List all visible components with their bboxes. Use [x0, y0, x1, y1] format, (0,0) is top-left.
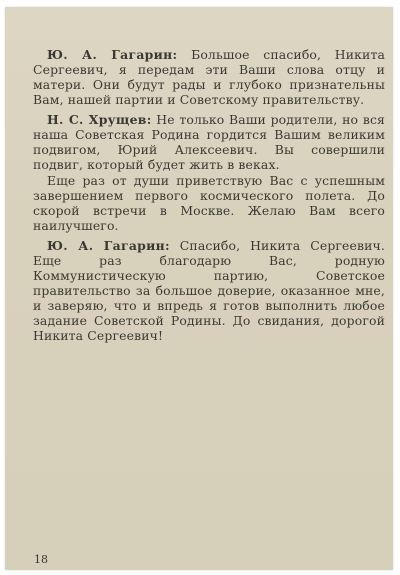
speech-text: Большое спасибо, Никита Сергеевич, я передам эти Ваши слова отцу и матери. Они будут рады и глубоко признательны Вам, нашей партии и Советскому правительству. [33, 47, 386, 107]
dialogue-text [33, 47, 385, 348]
dialogue-paragraph-2 [33, 112, 385, 172]
speaker-name: Н. С. Хрущев: [47, 112, 152, 127]
dialogue-paragraph-1 [33, 47, 385, 107]
speaker-name: Ю. А. Гагарин: [47, 47, 178, 62]
dialogue-paragraph-3 [33, 173, 385, 233]
book-page [5, 7, 393, 570]
speech-text: Не только Ваши родители, но вся наша Советская Родина гордится Вашим великим подвигом, Юрий Алексеевич. Вы совершили подвиг, который будет жить в веках. [33, 112, 385, 172]
page-number: 18 [34, 553, 48, 566]
dialogue-paragraph-4 [33, 238, 385, 343]
speech-text: Спасибо, Никита Сергеевич. Еще раз благодарю Вас, родную Коммунистическую партию, Советское правительство за большое доверие, оказанное мне, и заверяю, что и впредь я готов выполнить любое задание Советской Родины. До свидания, дорогой Никита Сергеевич! [33, 238, 385, 343]
speaker-name: Ю. А. Гагарин: [47, 238, 170, 253]
speech-text: Еще раз от души приветствую Вас с успешным завершением первого космического полета. До скорой встречи в Москве. Желаю Вам всего наилучшего. [33, 173, 385, 233]
